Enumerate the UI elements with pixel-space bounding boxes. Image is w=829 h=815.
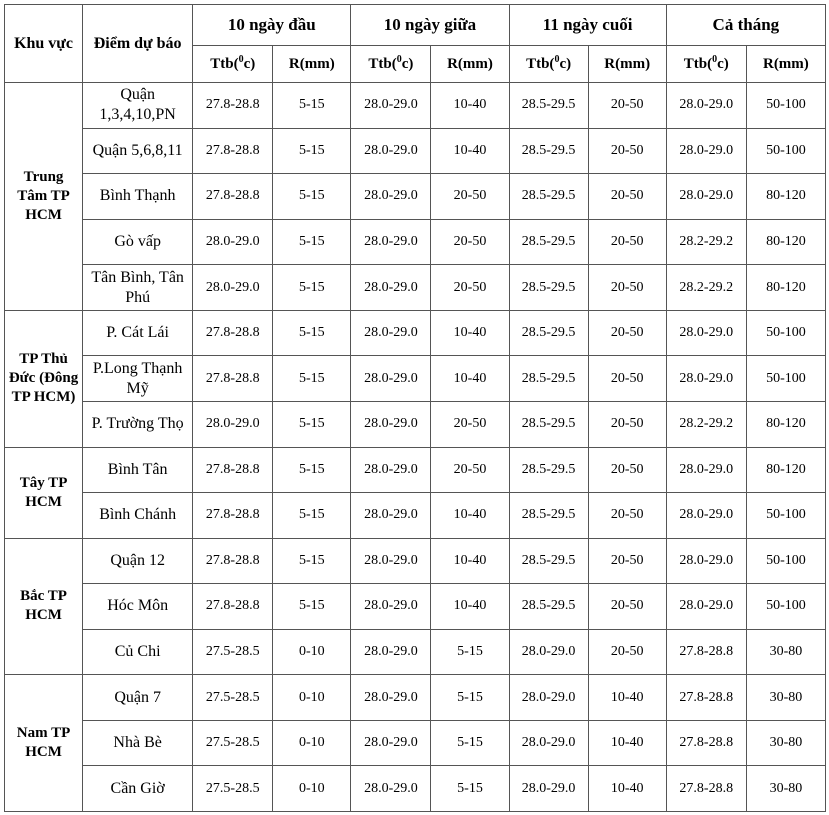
avg-temp-cell: 28.5-29.5 [509,310,588,356]
avg-temp-cell: 27.8-28.8 [666,766,746,812]
avg-temp-cell: 28.0-29.0 [509,720,588,766]
rainfall-cell: 10-40 [431,83,509,129]
rainfall-cell: 20-50 [588,356,666,402]
rainfall-cell: 20-50 [431,219,509,265]
avg-temp-cell: 27.8-28.8 [193,310,273,356]
avg-temp-header [509,46,588,83]
avg-temp-cell: 28.0-29.0 [666,174,746,220]
avg-temp-cell: 27.8-28.8 [193,538,273,584]
rainfall-cell: 20-50 [588,538,666,584]
avg-temp-cell: 28.0-29.0 [351,447,431,493]
rainfall-cell: 20-50 [588,401,666,447]
forecast-point-cell: Bình Chánh [83,493,193,539]
table-row [5,629,826,675]
rainfall-cell: 80-120 [746,265,825,311]
rainfall-header: R(mm) [588,46,666,83]
table-row [5,584,826,630]
rainfall-cell: 10-40 [431,128,509,174]
avg-temp-cell: 27.8-28.8 [193,174,273,220]
rainfall-cell: 50-100 [746,128,825,174]
avg-temp-header [351,46,431,83]
table-row [5,675,826,721]
rainfall-header: R(mm) [273,46,351,83]
rainfall-cell: 0-10 [273,629,351,675]
avg-temp-cell: 28.5-29.5 [509,493,588,539]
rainfall-cell: 80-120 [746,174,825,220]
table-row [5,310,826,356]
forecast-point-cell: Quận 12 [83,538,193,584]
avg-temp-cell: 28.5-29.5 [509,174,588,220]
avg-temp-cell: 28.0-29.0 [351,538,431,584]
rainfall-cell: 5-15 [273,219,351,265]
avg-temp-cell: 28.2-29.2 [666,265,746,311]
avg-temp-cell: 28.0-29.0 [351,174,431,220]
table-row [5,766,826,812]
rainfall-cell: 0-10 [273,675,351,721]
rainfall-cell: 10-40 [431,356,509,402]
avg-temp-cell: 28.0-29.0 [351,83,431,129]
rainfall-cell: 10-40 [588,675,666,721]
rainfall-cell: 5-15 [273,265,351,311]
avg-temp-cell: 27.8-28.8 [193,128,273,174]
rainfall-cell: 20-50 [588,447,666,493]
rainfall-cell: 5-15 [273,493,351,539]
rainfall-cell: 30-80 [746,766,825,812]
forecast-point-cell: Quận 5,6,8,11 [83,128,193,174]
area-cell: Tây TP HCM [5,447,83,538]
avg-temp-cell: 28.0-29.0 [351,356,431,402]
rainfall-cell: 10-40 [588,720,666,766]
avg-temp-cell: 28.0-29.0 [509,629,588,675]
avg-temp-header-prefix: Ttb( [683,55,713,72]
rainfall-cell: 5-15 [273,401,351,447]
avg-temp-cell: 28.0-29.0 [666,493,746,539]
rainfall-cell: 5-15 [273,538,351,584]
table-row [5,219,826,265]
forecast-point-cell: P. Trường Thọ [83,401,193,447]
rainfall-cell: 0-10 [273,766,351,812]
rainfall-cell: 20-50 [588,310,666,356]
rainfall-cell: 5-15 [273,584,351,630]
avg-temp-header [666,46,746,83]
rainfall-cell: 80-120 [746,401,825,447]
avg-temp-cell: 28.2-29.2 [666,401,746,447]
forecast-point-cell: Bình Tân [83,447,193,493]
rainfall-cell: 20-50 [588,174,666,220]
avg-temp-cell: 28.0-29.0 [666,538,746,584]
period-header-middle-10-days: 10 ngày giữa [351,5,509,46]
avg-temp-cell: 28.0-29.0 [666,83,746,129]
avg-temp-cell: 28.0-29.0 [666,128,746,174]
rainfall-cell: 5-15 [273,447,351,493]
avg-temp-cell: 27.5-28.5 [193,629,273,675]
avg-temp-cell: 27.8-28.8 [193,356,273,402]
rainfall-cell: 5-15 [431,720,509,766]
forecast-point-cell: Tân Bình, Tân Phú [83,265,193,311]
avg-temp-cell: 28.0-29.0 [351,310,431,356]
rainfall-cell: 30-80 [746,675,825,721]
avg-temp-cell: 28.0-29.0 [351,720,431,766]
area-cell: Trung Tâm TP HCM [5,83,83,311]
avg-temp-cell: 27.5-28.5 [193,766,273,812]
forecast-point-cell: Quận 7 [83,675,193,721]
table-row [5,447,826,493]
avg-temp-cell: 27.8-28.8 [193,493,273,539]
rainfall-cell: 50-100 [746,584,825,630]
period-header-whole-month: Cả tháng [666,5,825,46]
degree-superscript: 0 [396,53,402,65]
degree-superscript: 0 [238,53,244,65]
forecast-point-cell: Hóc Môn [83,584,193,630]
avg-temp-cell: 28.5-29.5 [509,265,588,311]
table-row [5,128,826,174]
avg-temp-cell: 28.0-29.0 [351,675,431,721]
avg-temp-cell: 28.0-29.0 [351,584,431,630]
avg-temp-cell: 28.5-29.5 [509,584,588,630]
avg-temp-cell: 28.0-29.0 [351,629,431,675]
rainfall-cell: 5-15 [273,356,351,402]
rainfall-cell: 10-40 [431,493,509,539]
rainfall-cell: 30-80 [746,720,825,766]
rainfall-cell: 10-40 [431,310,509,356]
rainfall-cell: 5-15 [431,675,509,721]
forecast-point-cell: P. Cát Lái [83,310,193,356]
avg-temp-cell: 28.0-29.0 [351,265,431,311]
rainfall-cell: 5-15 [273,310,351,356]
rainfall-cell: 10-40 [431,584,509,630]
rainfall-cell: 20-50 [588,128,666,174]
avg-temp-header-suffix: c) [243,55,256,72]
avg-temp-cell: 28.0-29.0 [351,493,431,539]
avg-temp-cell: 28.0-29.0 [666,584,746,630]
avg-temp-cell: 28.0-29.0 [193,265,273,311]
avg-temp-cell: 28.5-29.5 [509,538,588,584]
avg-temp-header-prefix: Ttb( [210,55,239,72]
avg-temp-cell: 27.8-28.8 [193,584,273,630]
rainfall-cell: 5-15 [431,629,509,675]
forecast-point-cell: P.Long Thạnh Mỹ [83,356,193,402]
avg-temp-cell: 28.0-29.0 [351,219,431,265]
rainfall-cell: 20-50 [588,493,666,539]
avg-temp-cell: 28.5-29.5 [509,401,588,447]
rainfall-cell: 5-15 [273,128,351,174]
table-row [5,538,826,584]
rainfall-cell: 20-50 [588,219,666,265]
rainfall-cell: 20-50 [431,265,509,311]
period-header-first-10-days: 10 ngày đầu [193,5,351,46]
rainfall-cell: 5-15 [273,83,351,129]
forecast-point-cell: Quận 1,3,4,10,PN [83,83,193,129]
rainfall-header: R(mm) [746,46,825,83]
rainfall-cell: 80-120 [746,447,825,493]
avg-temp-cell: 28.0-29.0 [193,401,273,447]
rainfall-cell: 5-15 [273,174,351,220]
avg-temp-cell: 28.0-29.0 [193,219,273,265]
forecast-point-cell: Gò vấp [83,219,193,265]
avg-temp-header-prefix: Ttb( [526,55,555,72]
table-row [5,493,826,539]
rainfall-cell: 50-100 [746,538,825,584]
avg-temp-cell: 28.0-29.0 [666,310,746,356]
avg-temp-cell: 28.5-29.5 [509,447,588,493]
rainfall-cell: 50-100 [746,83,825,129]
avg-temp-cell: 28.0-29.0 [509,766,588,812]
rainfall-cell: 20-50 [431,174,509,220]
avg-temp-cell: 27.8-28.8 [666,629,746,675]
rainfall-cell: 50-100 [746,356,825,402]
rainfall-cell: 0-10 [273,720,351,766]
rainfall-cell: 20-50 [588,265,666,311]
avg-temp-header-suffix: c) [717,55,729,72]
forecast-point-column-header: Điểm dự báo [83,5,193,83]
avg-temp-cell: 28.2-29.2 [666,219,746,265]
rainfall-cell: 30-80 [746,629,825,675]
avg-temp-cell: 28.5-29.5 [509,128,588,174]
table-row [5,174,826,220]
forecast-point-cell: Bình Thạnh [83,174,193,220]
avg-temp-cell: 28.0-29.0 [351,128,431,174]
rainfall-cell: 10-40 [431,538,509,584]
avg-temp-cell: 27.8-28.8 [666,720,746,766]
rainfall-cell: 20-50 [431,401,509,447]
table-row [5,720,826,766]
area-column-header: Khu vực [5,5,83,83]
avg-temp-cell: 28.0-29.0 [351,766,431,812]
table-body [5,83,826,812]
rainfall-cell: 80-120 [746,219,825,265]
forecast-point-cell: Nhà Bè [83,720,193,766]
avg-temp-cell: 28.0-29.0 [509,675,588,721]
degree-superscript: 0 [712,53,718,65]
area-cell: Bắc TP HCM [5,538,83,675]
avg-temp-cell: 27.8-28.8 [193,447,273,493]
rainfall-cell: 20-50 [588,83,666,129]
avg-temp-header-suffix: c) [559,55,572,72]
rainfall-header: R(mm) [431,46,509,83]
avg-temp-cell: 28.0-29.0 [666,447,746,493]
forecast-point-cell: Cần Giờ [83,766,193,812]
avg-temp-header-suffix: c) [401,55,414,72]
avg-temp-cell: 28.5-29.5 [509,219,588,265]
avg-temp-cell: 27.5-28.5 [193,720,273,766]
forecast-point-cell: Củ Chi [83,629,193,675]
degree-superscript: 0 [554,53,560,65]
rainfall-cell: 50-100 [746,493,825,539]
avg-temp-cell: 28.0-29.0 [666,356,746,402]
avg-temp-header-prefix: Ttb( [368,55,397,72]
avg-temp-cell: 27.8-28.8 [666,675,746,721]
avg-temp-header [193,46,273,83]
area-cell: TP Thủ Đức (Đông TP HCM) [5,310,83,447]
area-cell: Nam TP HCM [5,675,83,812]
avg-temp-cell: 28.5-29.5 [509,83,588,129]
rainfall-cell: 20-50 [588,629,666,675]
rainfall-cell: 5-15 [431,766,509,812]
table-row [5,83,826,129]
rainfall-cell: 20-50 [431,447,509,493]
table-row [5,401,826,447]
rainfall-cell: 50-100 [746,310,825,356]
table-row [5,356,826,402]
avg-temp-cell: 27.5-28.5 [193,675,273,721]
avg-temp-cell: 28.5-29.5 [509,356,588,402]
rainfall-cell: 10-40 [588,766,666,812]
period-header-last-11-days: 11 ngày cuối [509,5,666,46]
rainfall-cell: 20-50 [588,584,666,630]
avg-temp-cell: 27.8-28.8 [193,83,273,129]
table-row [5,265,826,311]
forecast-table [4,4,826,812]
avg-temp-cell: 28.0-29.0 [351,401,431,447]
